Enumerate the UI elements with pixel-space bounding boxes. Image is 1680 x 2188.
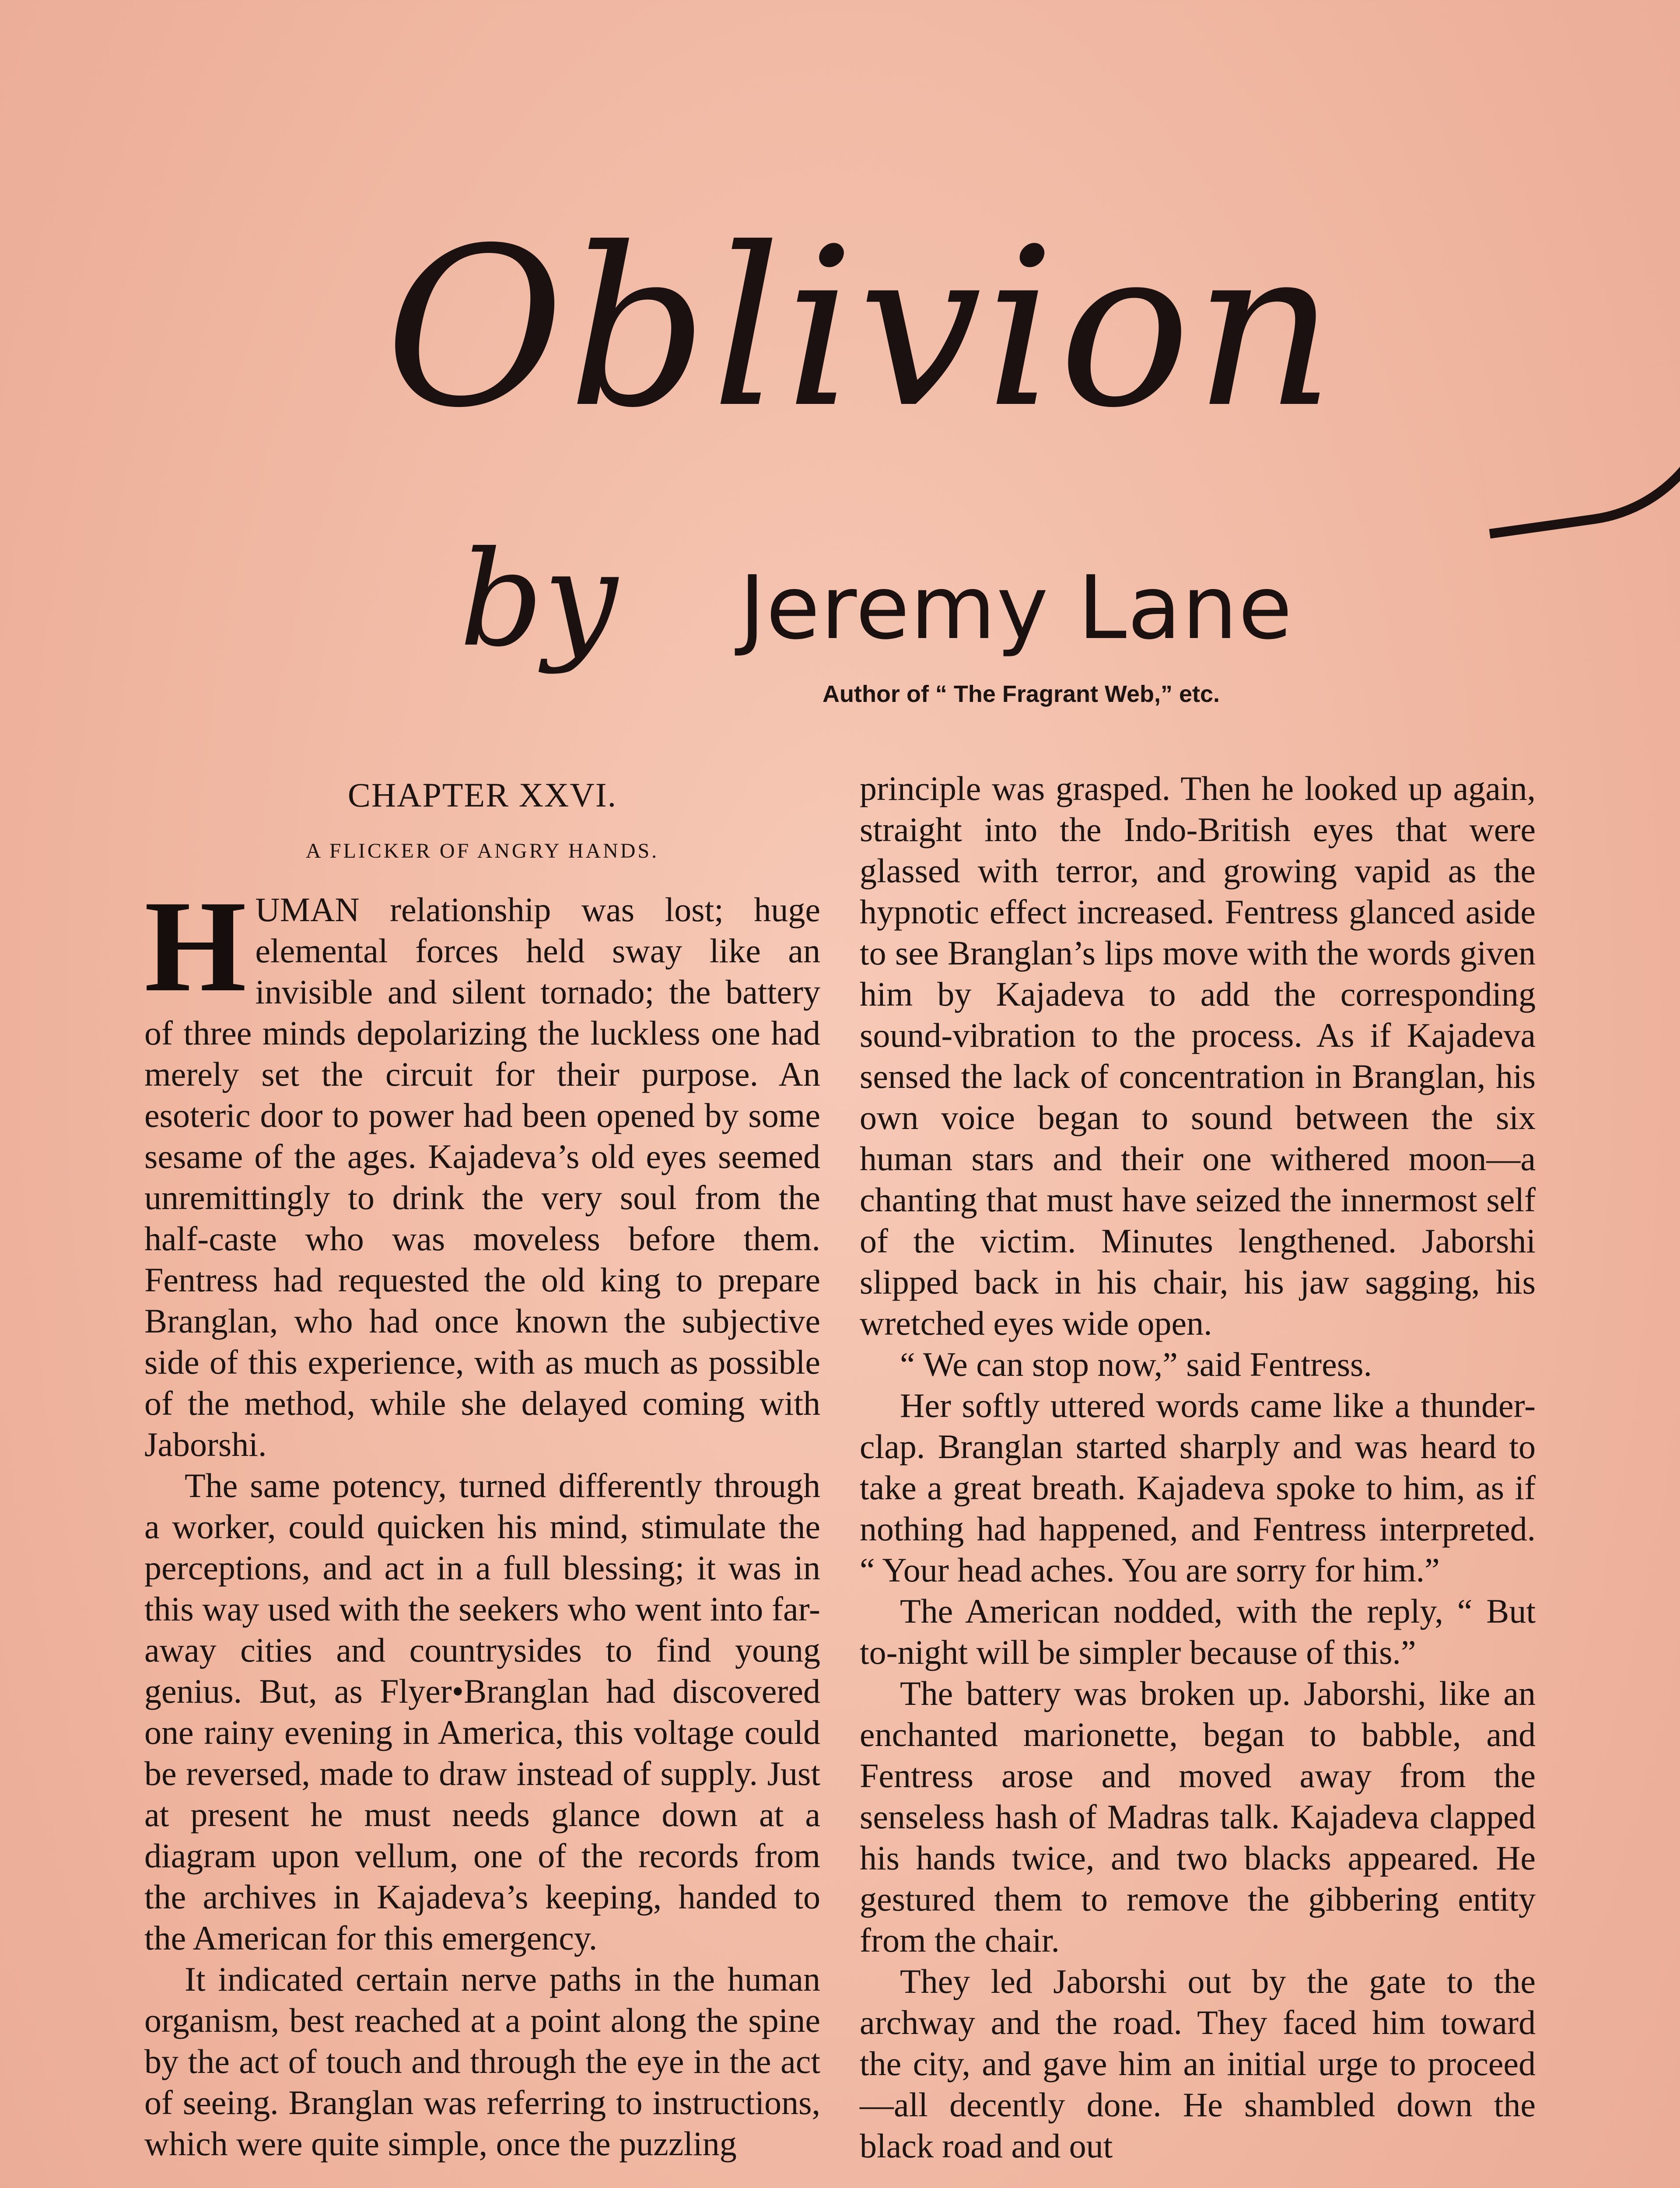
byline (459, 523, 1378, 678)
paragraph: It indicated certain nerve paths in the human organism, best reached at a point along the spine by the act of touch and through the eye in the act of seeing. Branglan was referring to instructions, which were quite simple, once the puzzling (144, 1960, 820, 2163)
author-name: Jeremy Lane (739, 557, 1293, 659)
paragraph-text: UMAN relationship was lost; huge elemental forces held sway like an invisible and silent tornado; the battery of three minds depolarizing the luckless one had merely set the circuit for their purpose. An esoteric door to power had been opened by some sesame of the ages. Kajadeva’s old eyes seemed unremittingly to drink the very soul from the half-caste who was moveless before them. Fentress had requested the old king to prepare Branglan, who had once known the subjective side of this experience, with as much as possible of the method, while she delayed coming with Jaborshi. (144, 891, 820, 1463)
story-title-text: Oblivion (385, 201, 1339, 456)
byline-by: by (459, 523, 618, 676)
paragraph: principle was grasped. Then he looked up again, straight into the Indo-British eyes that were glassed with terror, and growing vapid as the hypnotic effect increased. Fentress glanced aside to see Branglan’s lips move with the words given him by Kajadeva to add the corresponding sound-vibration to the process. As if Kajadeva sensed the lack of concentration in Branglan, his own voice began to sound between the six human stars and their one withered moon—a chanting that must have seized the innermost self of the victim. Minutes lengthened. Jaborshi slipped back in his chair, his jaw sagging, his wretched eyes wide open. (860, 769, 1536, 1342)
right-column (860, 768, 1536, 2167)
paragraph: The American nodded, with the reply, “ But to-night will be simpler because of this.” (860, 1592, 1536, 1671)
drop-cap: H (144, 873, 247, 1019)
paragraph: “ We can stop now,” said Fentress. (900, 1345, 1372, 1383)
paragraph: They led Jaborshi out by the gate to the archway and the road. They faced him toward the city, and gave him an initial urge to proceed—all decently done. He shambled down the black road and out (860, 1962, 1536, 2165)
left-column (144, 766, 820, 2164)
title-swash-flourish (1470, 355, 1680, 539)
author-note: Author of “ The Fragrant Web,” etc. (822, 681, 1220, 707)
story-title (385, 201, 1522, 560)
paragraph: The battery was broken up. Jaborshi, like an enchanted marionette, began to babble, and Fentress arose and moved away from the senseless hash of Madras talk. Kajadeva clapped his hands twice, and two blacks appeared. He gestured them to remove the gibbering entity from the chair. (860, 1674, 1536, 1959)
chapter-subheading: A FLICKER OF ANGRY HANDS. (305, 839, 659, 863)
paragraph: The same potency, turned differently through a worker, could quicken his mind, stimulate the perceptions, and act in a full blessing; it was in this way used with the seekers who went into far-away cities and countrysides to find young genius. But, as Flyer•Branglan had discovered one rainy evening in America, this voltage could be reversed, made to draw instead of supply. Just at present he must needs glance down at a diagram upon vellum, one of the records from the archives in Kajadeva’s keeping, handed to the American for this emergency. (144, 1466, 820, 1957)
paragraph: Her softly uttered words came like a thunder-clap. Branglan started sharply and was heard to take a great breath. Kajadeva spoke to him, as if nothing had happened, and Fentress interpreted. “ Your head aches. You are sorry for him.” (860, 1386, 1536, 1589)
paragraph (144, 873, 820, 1465)
chapter-heading: CHAPTER XXVI. (347, 776, 617, 814)
